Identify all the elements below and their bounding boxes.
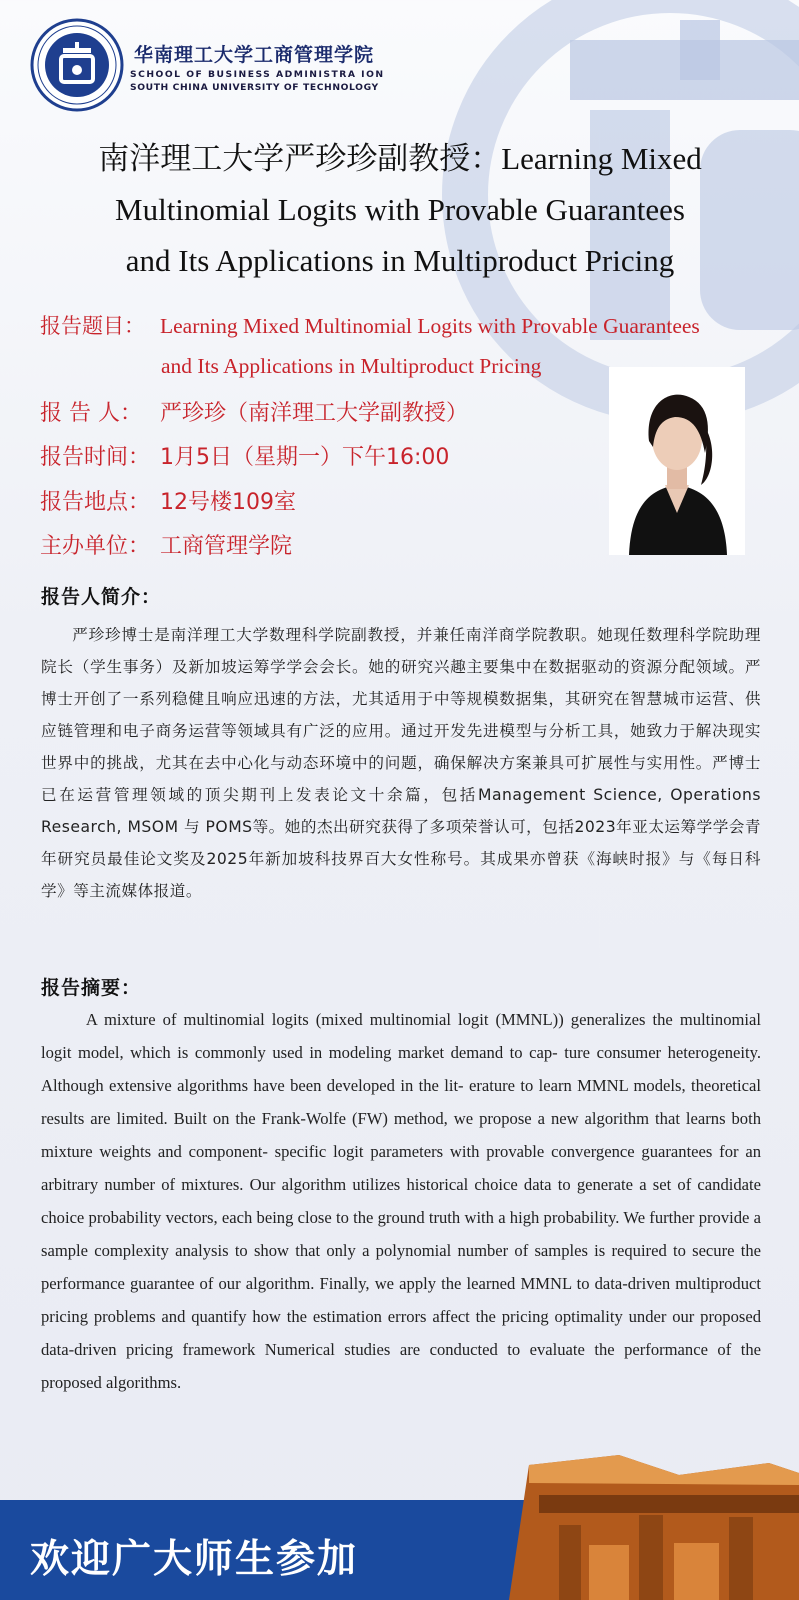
main-title <box>20 133 780 286</box>
topic-value-cont: and Its Applications in Multiproduct Pricing <box>161 354 542 378</box>
abstract-text: A mixture of multinomial logits (mixed multinomial logit (MMNL)) generalizes the multinomial logit model, which is commonly used in modeling market demand to cap- ture consumer heterogeneity. Although extensive algorithms have been developed in the lit- erature to learn MMNL models, theoretical results are limited. Built on the Frank-Wolfe (FW) method, we propose a new algorithm that learns both mixture weights and component- specific logit parameters with provable convergence guarantees for an arbitrary number of mixtures. Our algorithm utilizes historical choice data to generate a set of candidate choice probability vectors, each being close to the ground truth with a high probability. We further provide a sample complexity analysis to show that only a polynomial number of samples is required to secure the performance guarantee of our algorithm. Finally, we apply the learned MMNL to data-driven multiproduct pricing problems and quantify how the estimation errors affect the pricing optimality under our proposed data-driven pricing framework Numerical studies are conducted to evaluate the performance of the proposed algorithms. <box>41 1010 761 1392</box>
host-row <box>40 529 292 560</box>
topic-value: Learning Mixed Multinomial Logits with Provable Guarantees <box>160 314 700 338</box>
university-name-en: SOUTH CHINA UNIVERSITY OF TECHNOLOGY <box>130 82 379 93</box>
topic-row <box>40 310 700 340</box>
memorial-arch-illustration <box>469 1455 799 1600</box>
welcome-text: 欢迎广大师生参加 <box>30 1537 359 1582</box>
title-line-1: 南洋理工大学严珍珍副教授：Learning Mixed <box>98 141 702 176</box>
speaker-photo <box>609 367 745 555</box>
host-label: 主办单位： <box>40 534 151 559</box>
venue-row <box>40 485 296 516</box>
school-seal-icon <box>30 18 124 112</box>
speaker-portrait-icon <box>609 367 745 555</box>
title-line-2: Multinomial Logits with Provable Guarantees <box>115 192 685 227</box>
venue-label: 报告地点： <box>40 490 151 515</box>
title-line-3: and Its Applications in Multiproduct Pricing <box>125 243 675 278</box>
time-row <box>40 440 449 471</box>
time-value: 1月5日（星期一）下午16:00 <box>160 445 450 470</box>
school-name-cn: 华南理工大学工商管理学院 <box>134 44 375 66</box>
host-value: 工商管理学院 <box>160 534 293 559</box>
abstract-heading: 报告摘要： <box>41 977 142 999</box>
bio-heading: 报告人简介： <box>41 586 162 608</box>
school-name-en: SCHOOL OF BUSINESS ADMINISTRA ION <box>130 69 385 80</box>
time-label: 报告时间： <box>40 445 151 470</box>
speaker-value: 严珍珍（南洋理工大学副教授） <box>160 401 469 426</box>
speaker-label: 报 告 人： <box>40 401 142 426</box>
speaker-row <box>40 396 468 427</box>
venue-value: 12号楼109室 <box>160 490 296 515</box>
topic-label: 报告题目： <box>40 314 145 338</box>
bio-text: 严珍珍博士是南洋理工大学数理科学院副教授，并兼任南洋商学院教职。她现任数理科学院助理院长（学生事务）及新加坡运筹学学会会长。她的研究兴趣主要集中在数据驱动的资源分配领域。严博士开创了一系列稳健且响应迅速的方法，尤其适用于中等规模数据集，其研究在智慧城市运营、供应链管理和电子商务运营等领域具有广泛的应用。通过开发先进模型与分析工具，她致力于解决现实世界中的挑战，尤其在去中心化与动态环境中的问题，确保解决方案兼具可扩展性与实用性。严博士已在运营管理领域的顶尖期刊上发表论文十余篇，包括Management Science, Operations Research, MSOM 与 POMS等。她的杰出研究获得了多项荣誉认可，包括2023年亚太运筹学学会青年研究员最佳论文奖及2025年新加坡科技界百大女性称号。其成果亦曾获《海峡时报》与《每日科学》等主流媒体报道。 <box>41 626 761 900</box>
